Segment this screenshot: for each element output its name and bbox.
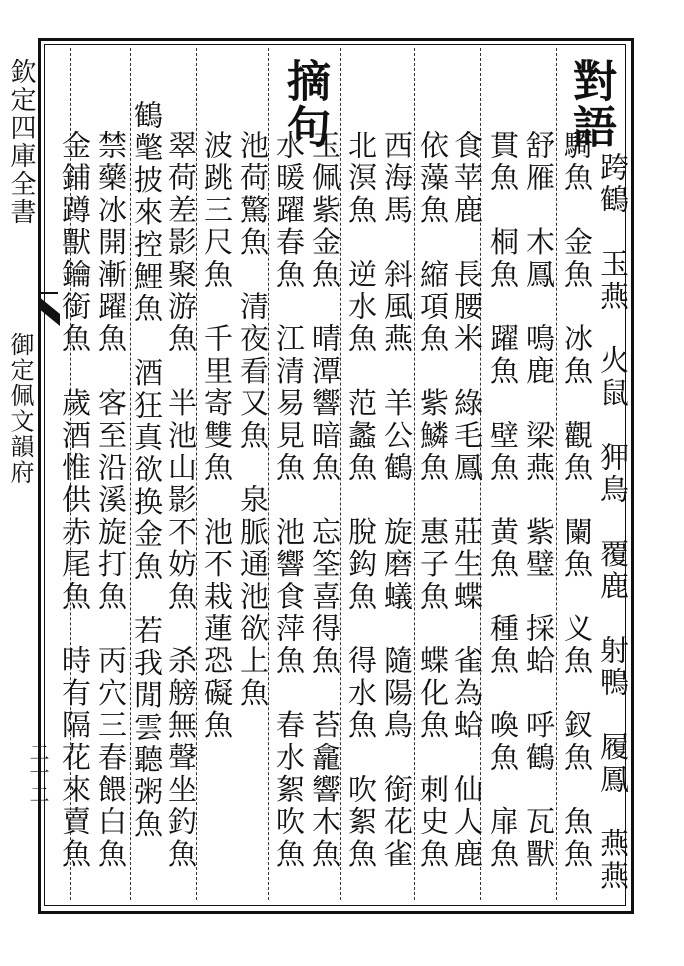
text-column: 騎魚 金魚 冰魚 觀魚 闌魚 义魚 釵魚 魚魚 bbox=[560, 130, 594, 871]
text-column: 食苹鹿 長腰米 綠毛鳳 莊生蝶 雀為蛤 仙人鹿 bbox=[450, 130, 484, 871]
margin-book-title: 欽定四庫全書 bbox=[6, 58, 36, 226]
text-column: 依藻魚 縮項魚 紫鱗魚 惠子魚 蝶化魚 刺史魚 bbox=[416, 130, 450, 871]
text-column: 跨鶴 玉燕 火鼠 狎鳥 覆鹿 射鴨 履鳳 燕燕 bbox=[596, 152, 630, 893]
text-column: 鶴氅披來控鯉魚 酒狂真欲换金魚 若我閒雲聽粥魚 bbox=[130, 100, 164, 841]
margin-section-title: 御定佩文韻府 bbox=[6, 332, 34, 485]
page-number: 二十二 bbox=[26, 742, 50, 805]
text-column: 波跳三尺魚 千里寄雙魚 池不栽蓮恐礙魚 bbox=[200, 130, 234, 742]
text-column: 西海馬 斜風燕 羊公鶴 旋磨蟻 隨陽鳥 銜花雀 bbox=[380, 130, 414, 871]
text-column: 翠荷差影聚游魚 半池山影不妨魚 杀艕無聲坐釣魚 bbox=[164, 130, 198, 871]
text-column: 玉佩紫金魚 晴潭響暗魚 忘筌喜得魚 苔龕響木魚 bbox=[308, 130, 342, 871]
heading-excerpts: 摘句 bbox=[279, 58, 330, 150]
text-column: 舒雁 木鳳 鳴鹿 梁燕 紫璧 採蛤 呼鶴 瓦獸 bbox=[522, 130, 556, 871]
text-column: 金鋪蹲獸鑰銜魚 歲酒惟供赤尾魚 時有隔花來賣魚 bbox=[58, 130, 92, 871]
text-column: 池荷驚魚 清夜看又魚 泉脈通池欲上魚 bbox=[236, 130, 270, 710]
heading-pairs: 對語 bbox=[565, 58, 616, 150]
text-column: 禁藥冰開漸躍魚 客至沿溪旋打魚 丙穴三春餵白魚 bbox=[94, 130, 128, 871]
column-rule bbox=[556, 48, 558, 900]
margin-divider bbox=[38, 292, 58, 294]
text-column: 貫魚 桐魚 躍魚 壁魚 黄魚 種魚 喚魚 扉魚 bbox=[486, 130, 520, 871]
text-column: 水暖躍春魚 江清易見魚 池響食萍魚 春水絮吹魚 bbox=[272, 130, 306, 871]
text-column: 北溟魚 逆水魚 范蠡魚 脫鈎魚 得水魚 吹絮魚 bbox=[344, 130, 378, 871]
